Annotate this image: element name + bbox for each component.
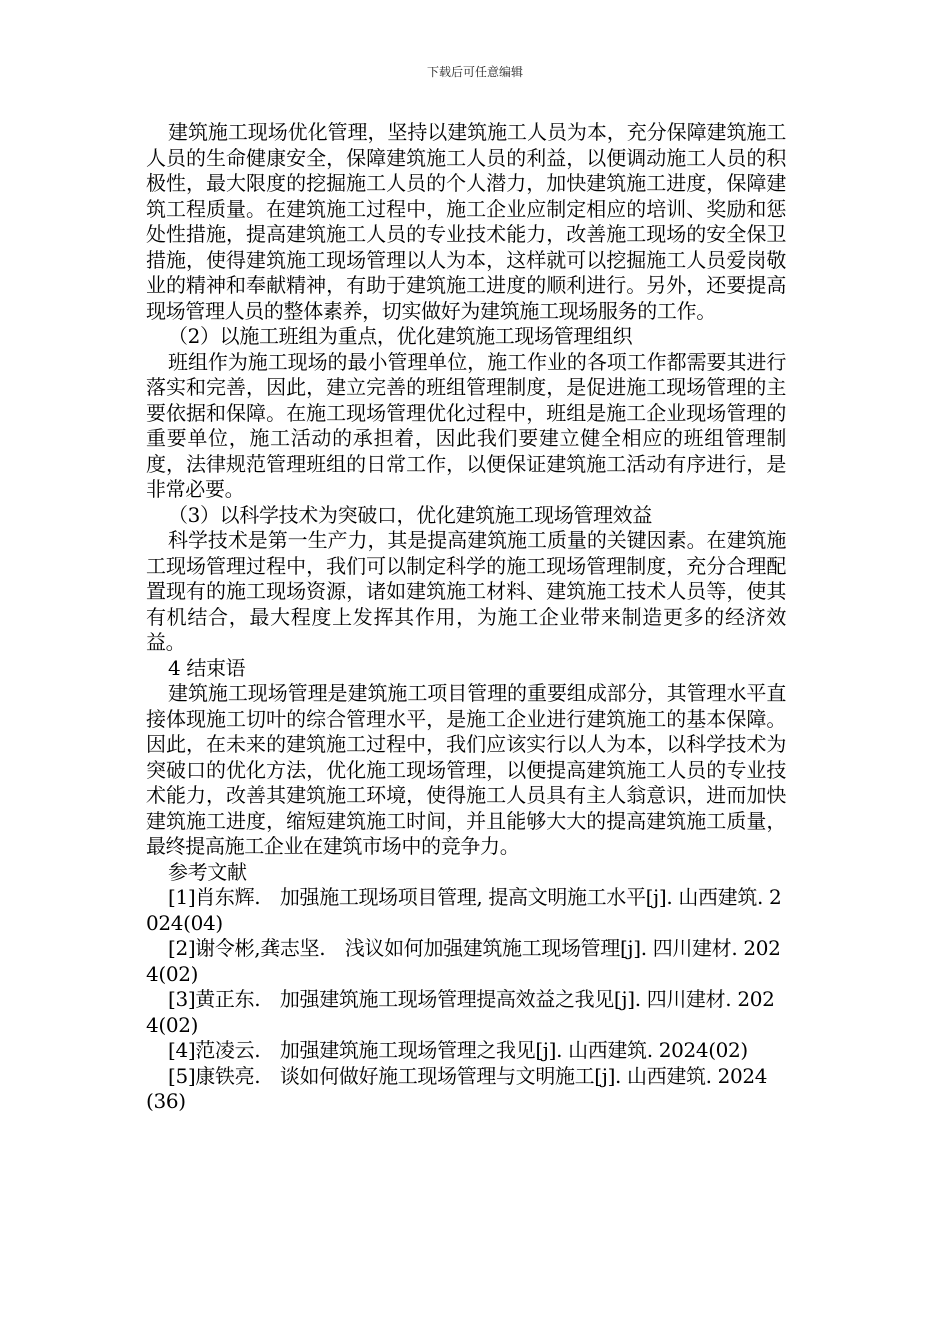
page-header: 下载后可任意编辑 bbox=[426, 65, 523, 79]
paragraph-people-oriented: 建筑施工现场优化管理，坚持以建筑施工人员为本，充分保障建筑施工人员的生命健康安全，保障建筑施工人员的利益，以便调动施工人员的积极性，最大限度的挖掘施工人员的个人潜力，加快建筑施工进度，保障建筑工程质量。在建筑施工过程中，施工企业应制定相应的培训、奖励和惩处性措施，提高建筑施工人员的专业技术能力，改善施工现场的安全保卫措施，使得建筑施工现场管理以人为本，这样就可以挖掘施工人员爱岗敬业的精神和奉献精神，有助于建筑施工进度的顺利进行。另外，还要提高现场管理人员的整体素养，切实做好为建筑施工现场服务的工作。 bbox=[146, 120, 786, 323]
reference-item: [2]谢令彬,龚志坚. 浅议如何加强建筑施工现场管理[j]. 四川建材. 2024(02) bbox=[146, 936, 781, 986]
paragraph-conclusion: 建筑施工现场管理是建筑施工项目管理的重要组成部分，其管理水平直接体现施工切叶的综合管理水平，是施工企业进行建筑施工的基本保障。因此，在未来的建筑施工过程中，我们应该实行以人为本，以科学技术为突破口的优化方法，优化施工现场管理，以便提高建筑施工人员的专业技术能力，改善其建筑施工环境，使得施工人员具有主人翁意识，进而加快建筑施工进度，缩短建筑施工时间，并且能够大大的提高建筑施工质量，最终提高施工企业在建筑市场中的竞争力。 bbox=[146, 681, 786, 858]
paragraph-technology: 科学技术是第一生产力，其是提高建筑施工质量的关键因素。在建筑施工现场管理过程中，我们可以制定科学的施工现场管理制度，充分合理配置现有的施工现场资源，诸如建筑施工材料、建筑施工技术人员等，使其有机结合，最大程度上发挥其作用，为施工企业带来制造更多的经济效益。 bbox=[146, 528, 786, 654]
section-heading-team: （2）以施工班组为重点，优化建筑施工现场管理组织 bbox=[168, 324, 633, 348]
reference-item: [1]肖东辉. 加强施工现场项目管理, 提高文明施工水平[j]. 山西建筑. 2024(04) bbox=[146, 885, 782, 935]
section-heading-technology: （3）以科学技术为突破口，优化建筑施工现场管理效益 bbox=[168, 502, 652, 527]
paragraph-team: 班组作为施工现场的最小管理单位，施工作业的各项工作都需要其进行落实和完善，因此，建立完善的班组管理制度，是促进施工现场管理的主要依据和保障。在施工现场管理优化过程中，班组是施工企业现场管理的重要单位，施工活动的承担着，因此我们要建立健全相应的班组管理制度，法律规范管理班组的日常工作，以便保证建筑施工活动有序进行，是非常必要。 bbox=[146, 349, 786, 501]
reference-item: [3]黄正东. 加强建筑施工现场管理提高效益之我见[j]. 四川建材. 2024(02) bbox=[146, 987, 775, 1037]
reference-item: [4]范凌云. 加强建筑施工现场管理之我见[j]. 山西建筑. 2024(02) bbox=[168, 1038, 748, 1062]
document-body bbox=[146, 120, 786, 1115]
section-heading-conclusion: 4 结束语 bbox=[168, 655, 246, 680]
reference-list bbox=[146, 885, 786, 1115]
reference-item: [5]康铁亮. 谈如何做好施工现场管理与文明施工[j]. 山西建筑. 2024(36) bbox=[146, 1063, 768, 1113]
references-title: 参考文献 bbox=[168, 859, 247, 884]
